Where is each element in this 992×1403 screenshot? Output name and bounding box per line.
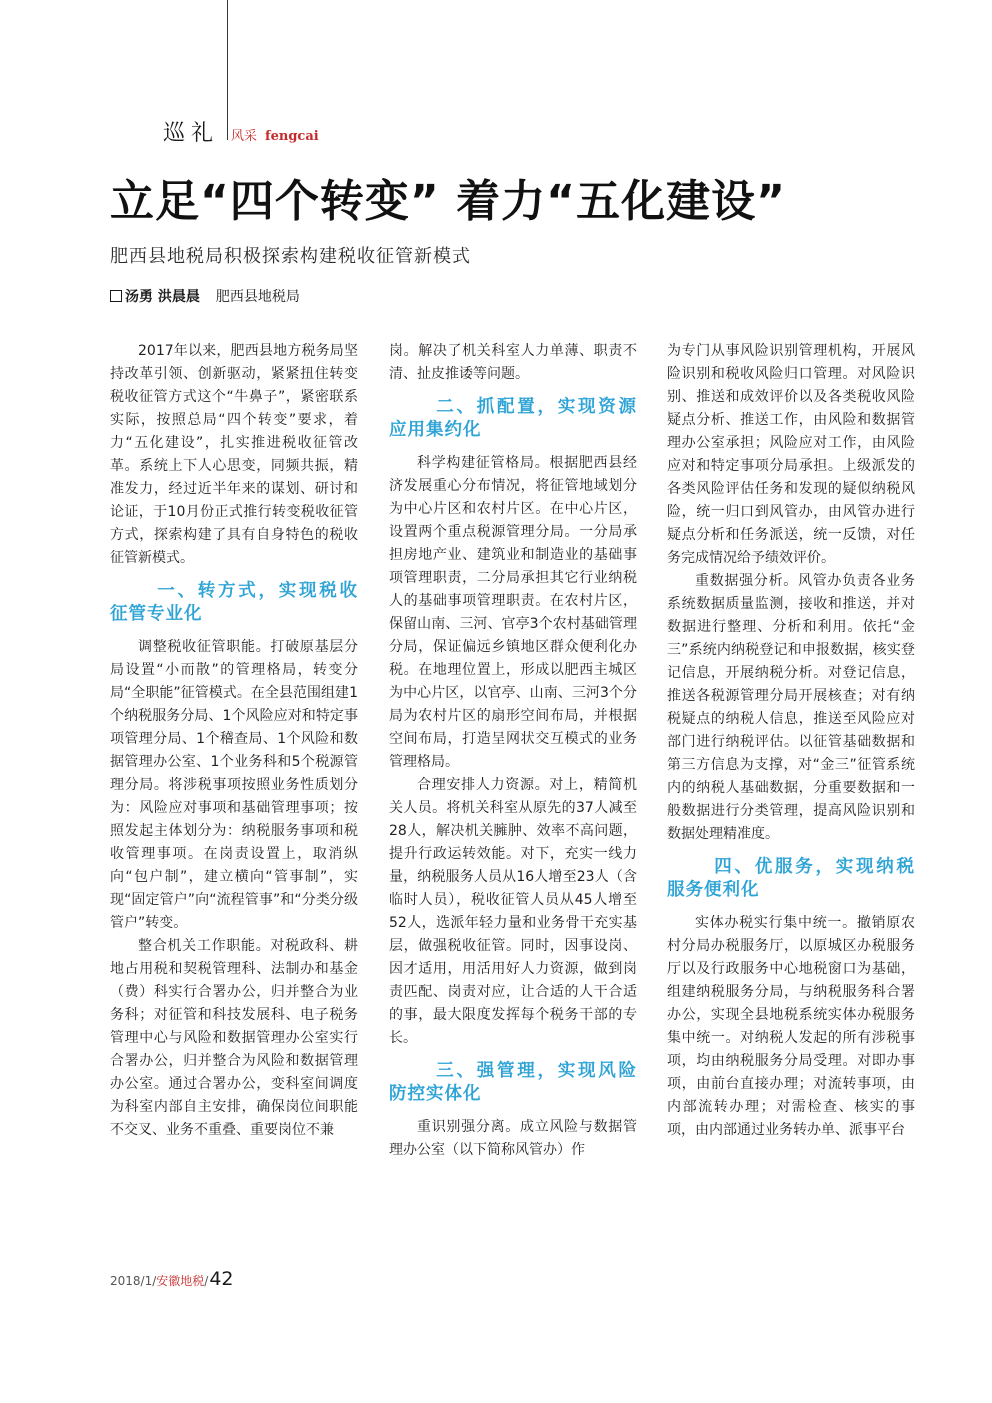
- byline: [110, 286, 300, 306]
- article-subtitle: 肥西县地税局积极探索构建税收征管新模式: [110, 246, 471, 267]
- kicker-en: fengcai: [265, 129, 319, 144]
- page-footer: [110, 1268, 234, 1290]
- byline-authors: 汤勇 洪晨晨: [125, 289, 200, 305]
- paragraph: 为专门从事风险识别管理机构，开展风险识别和税收风险归口管理。对风险识别、推送和成效评价以及各类税收风险疑点分析、推送工作，由风险和数据管理办公室承担；风险应对工作，由风险应对和特定事项分局承担。上级派发的各类风险评估任务和发现的疑似纳税风险，统一归口到风管办，由风管办进行疑点分析和任务派送，统一反馈，对任务完成情况给予绩效评价。: [667, 343, 915, 566]
- section-heading: 四、优服务，实现纳税服务便利化: [667, 857, 915, 900]
- footer-magazine: 安徽地税: [156, 1274, 205, 1288]
- paragraph: 实体办税实行集中统一。撤销原农村分局办税服务厅，以原城区办税服务厅以及行政服务中心地税窗口为基础，组建纳税服务分局，与纳税服务科合署办公，实现全县地税系统实体办税服务集中统一。对纳税人发起的所有涉税事项，均由纳税服务分局受理。对即办事项，由前台直接办理；对流转事项，由内部流转办理；对需检查、核实的事项，由内部通过业务转办单、派事平台: [667, 915, 915, 1138]
- kicker-main: 巡礼: [163, 121, 220, 146]
- page-number: 42: [209, 1268, 234, 1290]
- paragraph: 岗。解决了机关科室人力单薄、职责不清、扯皮推诿等问题。: [389, 343, 637, 382]
- byline-box-icon: [110, 290, 122, 302]
- footer-slash: /: [204, 1274, 209, 1288]
- section-heading: 二、抓配置，实现资源应用集约化: [389, 397, 637, 440]
- section-heading: 三、强管理，实现风险防控实体化: [389, 1061, 637, 1104]
- paragraph: 重识别强分离。成立风险与数据管理办公室（以下简称风管办）作: [389, 1119, 637, 1158]
- section-heading: 一、转方式，实现税收征管专业化: [110, 581, 358, 624]
- paragraph: 整合机关工作职能。对税政科、耕地占用税和契税管理科、法制办和基金（费）科实行合署办公，归并整合为业务科；对征管和科技发展科、电子税务管理中心与风险和数据管理办公室实行合署办公，归并整合为风险和数据管理办公室。通过合署办公，变科室间调度为科室内部自主安排，确保岗位间职能不交叉、业务不重叠、重要岗位不兼: [110, 938, 358, 1138]
- section-kicker: [163, 116, 319, 147]
- body-column-3: [667, 340, 915, 1142]
- paragraph: 合理安排人力资源。对上，精简机关人员。将机关科室从原先的37人减至28人，解决机关臃肿、效率不高问题，提升行政运转效能。对下，充实一线力量，纳税服务人员从16人增至23人（含临时人员），税收征管人员从45人增至52人，选派年轻力量和业务骨干充实基层，做强税收征管。同时，因事设岗、因才适用，用活用好人力资源，做到岗责匹配、岗责对应，让合适的人干合适的事，最大限度发挥每个税务干部的专长。: [389, 777, 637, 1046]
- paragraph: 重数据强分析。风管办负责各业务系统数据质量监测，接收和推送，并对数据进行整理、分析和利用。依托“金三”系统内纳税登记和申报数据，核实登记信息，开展纳税分析。对登记信息，推送各税源管理分局开展核查；对有纳税疑点的纳税人信息，推送至风险应对部门进行纳税评估。以征管基础数据和第三方信息为支撑，对“金三”征管系统内的纳税人基础数据，分重要数据和一般数据进行分类管理，提高风险识别和数据处理精准度。: [667, 573, 915, 842]
- body-column-1: [110, 340, 358, 1142]
- byline-org: 肥西县地税局: [215, 289, 300, 305]
- paragraph: 2017年以来，肥西县地方税务局坚持改革引领、创新驱动，紧紧扭住转变税收征管方式这个“牛鼻子”，紧密联系实际，按照总局“四个转变”要求，着力“五化建设”，扎实推进税收征管改革。系统上下人心思变，同频共振，精准发力，经过近半年来的谋划、研讨和论证，于10月份正式推行转变税收征管方式，探索构建了具有自身特色的税收征管新模式。: [110, 343, 358, 566]
- footer-issue: 2018/1/: [110, 1274, 157, 1288]
- paragraph: 科学构建征管格局。根据肥西县经济发展重心分布情况，将征管地域划分为中心片区和农村片区。在中心片区，设置两个重点税源管理分局。一分局承担房地产业、建筑业和制造业的基础事项管理职责，二分局承担其它行业纳税人的基础事项管理职责。在农村片区，保留山南、三河、官亭3个农村基础管理分局，保证偏远乡镇地区群众便利化办税。在地理位置上，形成以肥西主城区为中心片区，以官亭、山南、三河3个分局为农村片区的扇形空间布局，并根据空间布局，打造呈网状交互模式的业务管理格局。: [389, 455, 637, 770]
- body-column-2: [389, 340, 637, 1162]
- article-title: 立足“四个转变” 着力“五化建设”: [110, 176, 786, 227]
- paragraph: 调整税收征管职能。打破原基层分局设置“小而散”的管理格局，转变分局“全职能”征管模式。在全县范围组建1个纳税服务分局、1个风险应对和特定事项管理分局、1个稽查局、1个风险和数据管理办公室、1个业务科和5个税源管理分局。将涉税事项按照业务性质划分为：风险应对事项和基础管理事项；按照发起主体划分为：纳税服务事项和税收管理事项。在岗责设置上，取消纵向“包户制”，建立横向“管事制”，实现“固定管户”向“流程管事”和“分类分级管户”转变。: [110, 639, 358, 931]
- kicker-sub: 风采: [231, 129, 258, 144]
